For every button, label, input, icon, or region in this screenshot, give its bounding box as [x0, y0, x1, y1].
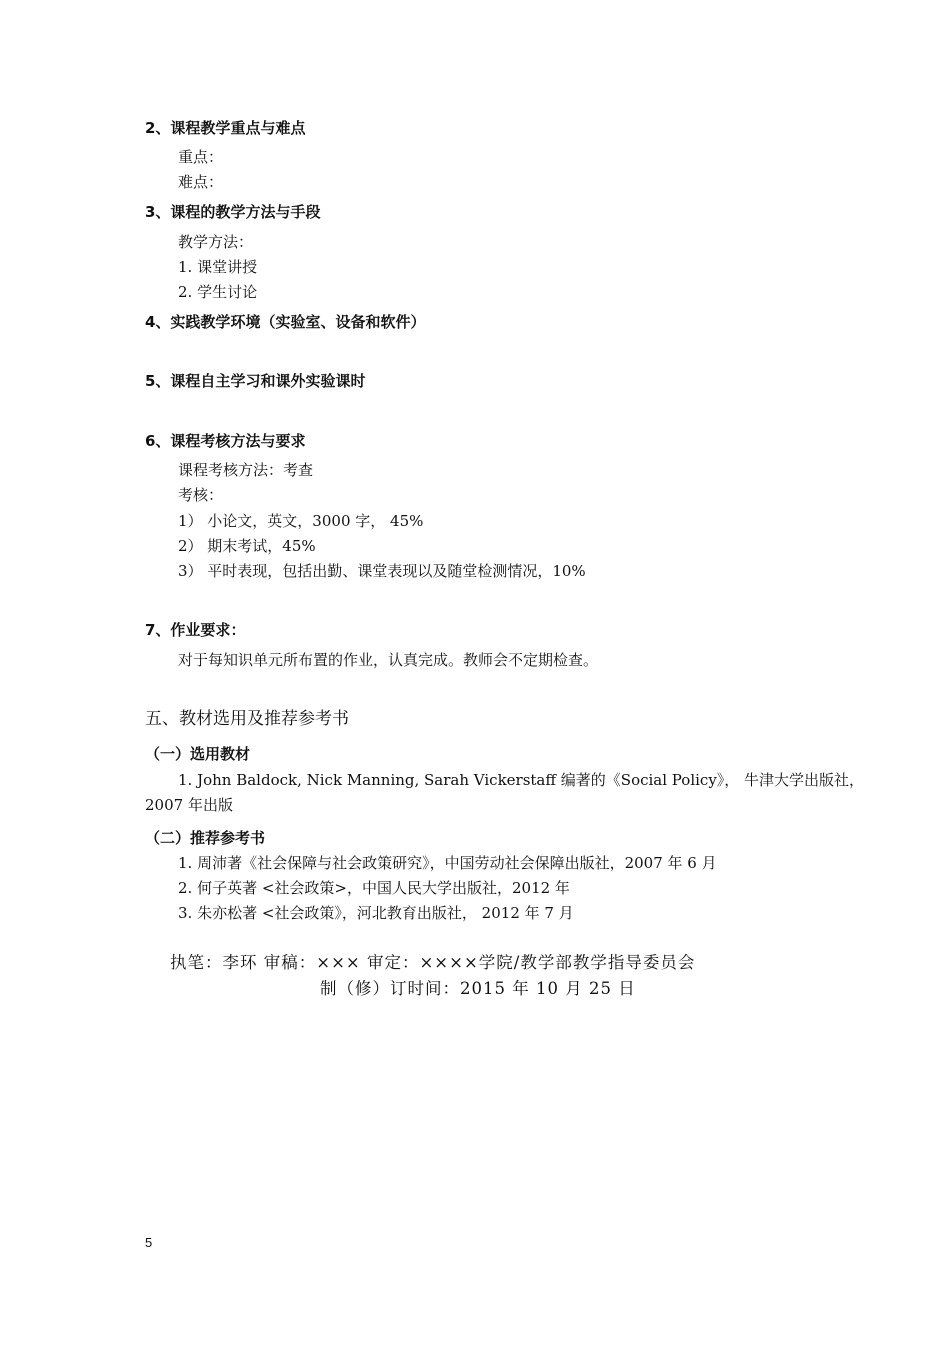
list-item-performance: 3） 平时表现，包括出勤、课堂表现以及随堂检测情况，10%: [178, 562, 586, 580]
list-item-reference: 2. 何子英著 <社会政策>，中国人民大学出版社，2012 年: [178, 879, 570, 897]
subheading-selected-textbook: （一）选用教材: [145, 745, 251, 763]
text-key-points: 重点：: [178, 148, 224, 166]
section-title-textbooks: 五、教材选用及推荐参考书: [145, 709, 349, 729]
text-assessment-label: 考核：: [178, 486, 224, 504]
text-homework: 对于每知识单元所布置的作业，认真完成。教师会不定期检查。: [178, 651, 599, 669]
text-difficulties: 难点：: [178, 173, 224, 191]
subheading-reference-books: （二）推荐参考书: [145, 829, 266, 847]
text-textbook: 1. John Baldock, Nick Manning, Sarah Vickerstaff 编著的《Social Policy》， 牛津大学出版社，: [178, 771, 865, 789]
list-item-reference: 3. 朱亦松著 <社会政策》，河北教育出版社， 2012 年 7 月: [178, 904, 574, 922]
text-method-label: 教学方法：: [178, 233, 254, 251]
list-item-final-exam: 2） 期末考试，45%: [178, 537, 316, 555]
list-item-discussion: 2. 学生讨论: [178, 283, 258, 301]
text-textbook-continued: 2007 年出版: [145, 796, 233, 814]
heading-assessment: 6、课程考核方法与要求: [145, 432, 306, 450]
heading-homework: 7、作业要求：: [145, 621, 246, 639]
heading-teaching-methods: 3、课程的教学方法与手段: [145, 203, 321, 221]
heading-key-points: 2、课程教学重点与难点: [145, 119, 306, 137]
list-item-lecture: 1. 课堂讲授: [178, 258, 258, 276]
list-item-reference: 1. 周沛著《社会保障与社会政策研究》，中国劳动社会保障出版社，2007 年 6 月: [178, 854, 717, 872]
text-assessment-method: 课程考核方法：考查: [178, 461, 314, 479]
heading-self-study: 5、课程自主学习和课外实验课时: [145, 372, 366, 390]
signoff-revision-date: 制（修）订时间：2015 年 10 月 25 日: [320, 979, 636, 998]
page-number: 5: [145, 1235, 153, 1250]
heading-practice-environment: 4、实践教学环境（实验室、设备和软件）: [145, 313, 426, 331]
list-item-essay: 1） 小论文，英文，3000 字， 45%: [178, 512, 424, 530]
signoff-authors: 执笔：李环 审稿：××× 审定：××××学院/教学部教学指导委员会: [170, 953, 696, 972]
